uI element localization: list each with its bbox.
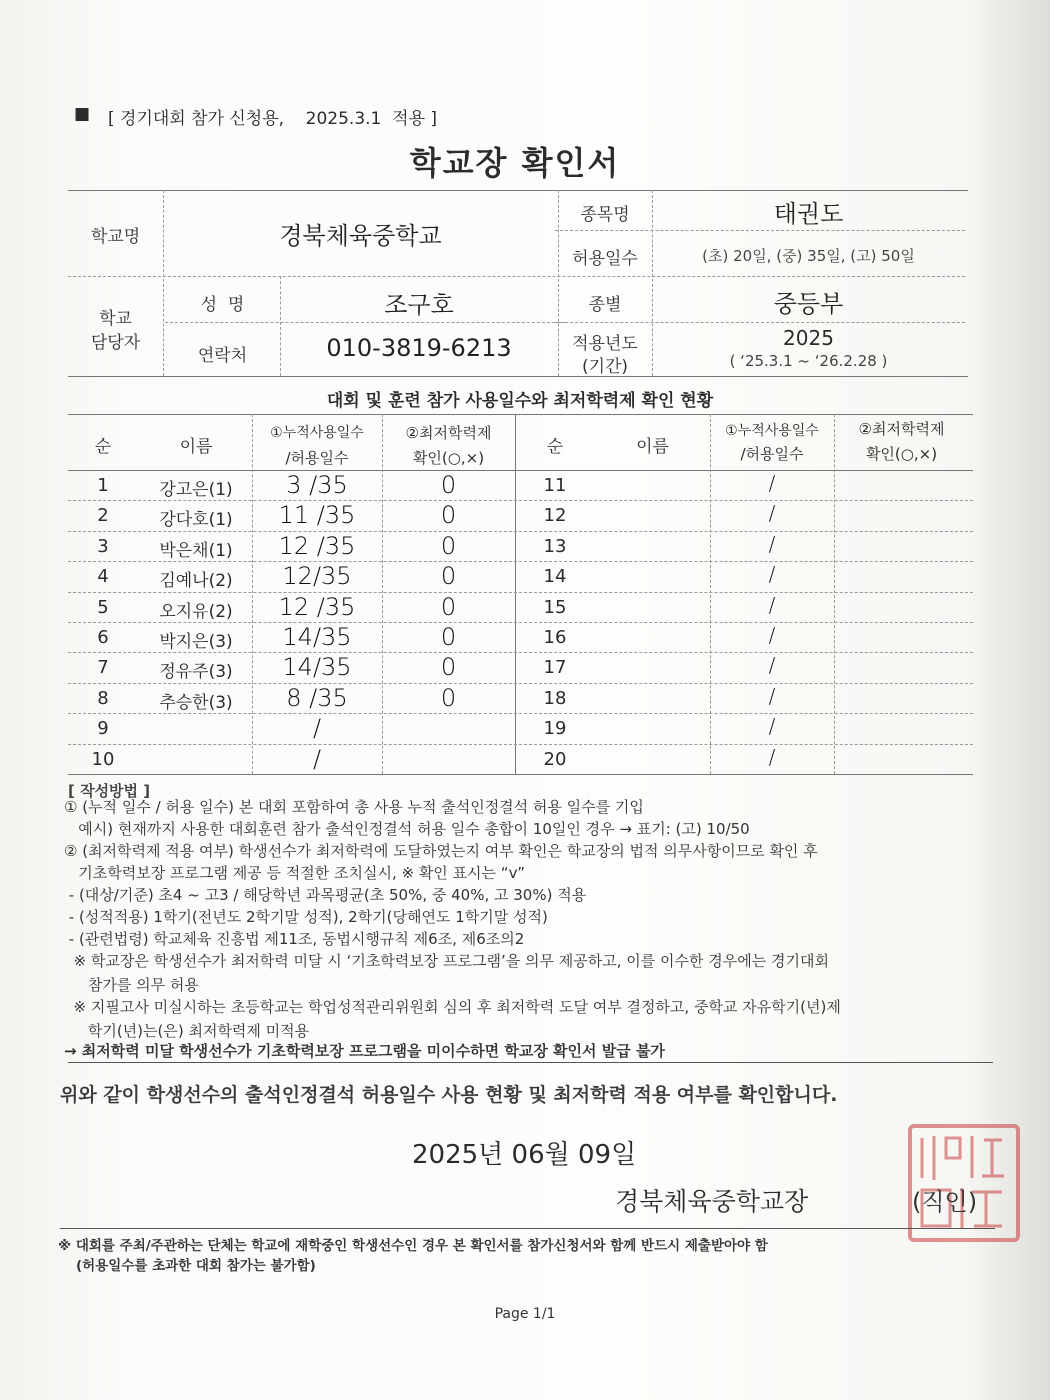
row-number: 8 xyxy=(97,687,109,709)
days-used: / xyxy=(768,471,776,495)
row-number: 3 xyxy=(97,535,109,557)
header-name-right: 이름 xyxy=(636,437,669,457)
student-name: 박은채(1) xyxy=(159,540,233,561)
days-used: 3 /35 xyxy=(286,471,348,499)
days-used: / xyxy=(768,531,776,556)
instructions-heading: [ 작성방법 ] xyxy=(68,782,151,800)
table-row-line xyxy=(68,683,973,684)
table-row-line xyxy=(68,744,973,745)
header-check-right-line2: 확인(○,×) xyxy=(865,445,938,463)
header-no-right: 순 xyxy=(546,437,564,457)
table-divider xyxy=(834,414,835,774)
school-label: 학교명 xyxy=(90,227,141,247)
days-used: / xyxy=(768,714,776,739)
contact-label: 연락처 xyxy=(197,346,248,366)
info-bottom-line xyxy=(68,376,968,377)
table-bottom-line xyxy=(68,774,973,775)
contact-value: 010-3819-6213 xyxy=(326,334,512,362)
year-value: 2025 xyxy=(783,326,834,350)
event-value: 태권도 xyxy=(773,200,844,228)
row-number: 6 xyxy=(97,627,109,648)
name-label: 성 명 xyxy=(200,295,245,315)
row-number: 2 xyxy=(97,505,109,527)
issue-date: 2025년 06월 09일 xyxy=(412,1140,637,1170)
table-header-line xyxy=(68,470,973,471)
header-days-right-line1: ①누적사용일수 xyxy=(725,423,819,439)
days-used: / xyxy=(768,562,776,587)
row-number: 15 xyxy=(543,596,567,618)
instruction-line: - (성적적용) 1학기(전년도 2학기말 성적), 2학기(당해연도 1학기말 성적) xyxy=(64,908,548,926)
days-used: 14/35 xyxy=(282,623,352,651)
days-used: / xyxy=(768,653,776,678)
min-academic-check: 0 xyxy=(440,623,457,651)
row-number: 14 xyxy=(543,566,567,588)
table-row-line xyxy=(68,713,973,714)
table-row-line xyxy=(68,592,973,593)
student-name: 오지유(2) xyxy=(159,601,233,622)
instruction-line: ② (최저학력제 적용 여부) 학생선수가 최저학력에 도달하였는지 여부 확인은 학교장의 법적 의무사항이므로 확인 후 xyxy=(64,842,818,860)
footnote-sub: (허용일수를 초과한 대회 참가는 불가함) xyxy=(76,1258,316,1274)
footnote-main: ※ 대회를 주최/주관하는 단체는 학교에 재학중인 학생선수인 경우 본 확인서를 참가신청서와 함께 반드시 제출받아야 함 xyxy=(58,1238,768,1254)
min-academic-check: 0 xyxy=(440,562,457,591)
student-name: 강고은(1) xyxy=(159,480,233,500)
row-number: 16 xyxy=(543,627,567,648)
days-used: 14/35 xyxy=(282,653,352,682)
table-row-line xyxy=(68,561,973,562)
confirm-sentence: 위와 같이 학생선수의 출석인정결석 허용일수 사용 현황 및 최저학력 적용 여부를 확인합니다. xyxy=(60,1084,838,1106)
student-name: 추승한(3) xyxy=(159,692,233,713)
school-value: 경북체육중학교 xyxy=(279,222,442,250)
info-line xyxy=(68,276,965,277)
row-number: 20 xyxy=(543,748,567,770)
instruction-line: - (대상/기준) 초4 ~ 고3 / 해당학년 과목평균(초 50%, 중 40%, 고 30%) 적용 xyxy=(64,886,587,904)
days-used: 11 /35 xyxy=(278,501,356,530)
header-no: 순 xyxy=(94,437,112,457)
days-used: / xyxy=(768,683,776,708)
header-days-line1: ①누적사용일수 xyxy=(270,425,364,441)
row-number: 4 xyxy=(97,566,109,588)
min-academic-check: 0 xyxy=(440,501,457,530)
period-value: ( ‘25.3.1 ~ ‘26.2.28 ) xyxy=(729,352,888,370)
instructions-bottom-line xyxy=(68,1062,993,1063)
year-label-line1: 적용년도 xyxy=(572,334,638,354)
student-name: 김예나(2) xyxy=(159,571,233,592)
row-number: 9 xyxy=(97,718,109,740)
header-check-line1: ②최저학력제 xyxy=(405,424,492,442)
year-label-line2: (기간) xyxy=(581,357,629,377)
signer-name: 경북체육중학교장 xyxy=(615,1187,809,1216)
min-academic-check: 0 xyxy=(440,531,457,560)
header-bullet: ■ xyxy=(74,104,91,124)
days-used: 12 /35 xyxy=(278,592,356,621)
instruction-line: 기초학력보장 프로그램 제공 등 적절한 조치실시, ※ 확인 표시는 “v” xyxy=(64,864,525,882)
header-tag: [ 경기대회 참가 신청용, 2025.3.1 적용 ] xyxy=(108,109,438,129)
header-days-line2: /허용일수 xyxy=(285,449,349,467)
header-days-right-line2: /허용일수 xyxy=(740,445,804,463)
row-number: 1 xyxy=(97,475,109,496)
row-number: 12 xyxy=(543,505,567,527)
allowed-label: 허용일수 xyxy=(572,249,638,269)
row-number: 11 xyxy=(543,475,567,496)
min-academic-check: 0 xyxy=(440,471,457,499)
info-line xyxy=(165,322,565,323)
row-number: 10 xyxy=(91,748,115,770)
info-line xyxy=(555,322,965,323)
info-line xyxy=(555,230,965,231)
page-number: Page 1/1 xyxy=(494,1306,556,1322)
division-label: 종별 xyxy=(588,295,622,315)
instruction-line: - (관련법령) 학교체육 진흥법 제11조, 동법시행규칙 제6조, 제6조의2 xyxy=(64,930,525,948)
seal-label: (직인) xyxy=(912,1188,978,1216)
manager-label-line2: 담당자 xyxy=(90,333,141,353)
days-used: / xyxy=(768,501,776,526)
table-row-line xyxy=(68,622,973,623)
section-title: 대회 및 훈련 참가 사용일수와 최저학력제 확인 현황 xyxy=(326,391,714,411)
instruction-line: 예시) 현재까지 사용한 대회훈련 참가 출석인정결석 허용 일수 총합이 10일인 경우 → 표기: (고) 10/50 xyxy=(64,820,750,838)
student-name: 정유주(3) xyxy=(159,662,233,683)
min-academic-check: 0 xyxy=(440,592,457,621)
footnote-line xyxy=(60,1228,995,1229)
row-number: 19 xyxy=(543,718,567,740)
table-top-line xyxy=(68,414,973,415)
row-number: 13 xyxy=(543,535,567,557)
instruction-line: ※ 지필고사 미실시하는 초등학교는 학업성적관리위원회 심의 후 최저학력 도달 여부 결정하고, 중학교 자유학기(년)제 xyxy=(64,998,841,1016)
days-used: 8 /35 xyxy=(286,683,348,712)
student-name: 박지은(3) xyxy=(159,632,233,652)
table-row-line xyxy=(68,500,973,501)
instruction-line: ① (누적 일수 / 허용 일수) 본 대회 포함하여 총 사용 누적 출석인정결석 허용 일수를 기입 xyxy=(64,798,644,816)
manager-label-line1: 학교 xyxy=(99,309,132,329)
instruction-line: → 최저학력 미달 학생선수가 기초학력보장 프로그램을 미이수하면 학교장 확인서 발급 불가 xyxy=(64,1042,665,1060)
header-name: 이름 xyxy=(179,437,213,457)
days-used: / xyxy=(312,744,322,773)
header-check-line2: 확인(○,×) xyxy=(412,449,485,467)
page-title: 학교장 확인서 xyxy=(409,144,621,182)
allowed-value: (초) 20일, (중) 35일, (고) 50일 xyxy=(702,247,915,265)
instruction-line: 학기(년)는(은) 최저학력제 미적용 xyxy=(64,1022,310,1040)
min-academic-check: 0 xyxy=(440,683,457,712)
student-name: 강다호(1) xyxy=(159,510,233,531)
division-value: 중등부 xyxy=(773,290,844,318)
days-used: / xyxy=(768,623,776,647)
name-value: 조구호 xyxy=(384,291,454,319)
event-label: 종목명 xyxy=(580,205,630,225)
header-check-right-line1: ②최저학력제 xyxy=(858,420,945,438)
row-number: 17 xyxy=(543,657,567,679)
days-used: / xyxy=(312,714,322,743)
days-used: 12/35 xyxy=(282,562,352,591)
table-row-line xyxy=(68,531,973,532)
info-top-line xyxy=(68,190,968,191)
table-row-line xyxy=(68,652,973,653)
days-used: / xyxy=(768,592,776,617)
row-number: 18 xyxy=(543,687,567,709)
row-number: 7 xyxy=(97,657,109,679)
days-used: 12 /35 xyxy=(278,531,356,560)
instruction-line: ※ 학교장은 학생선수가 최저학력 미달 시 ‘기초학력보장 프로그램’을 의무 제공하고, 이를 이수한 경우에는 경기대회 xyxy=(64,952,829,970)
row-number: 5 xyxy=(97,596,109,618)
min-academic-check: 0 xyxy=(440,653,457,682)
days-used: / xyxy=(768,744,776,769)
instruction-line: 참가를 의무 허용 xyxy=(64,976,199,994)
